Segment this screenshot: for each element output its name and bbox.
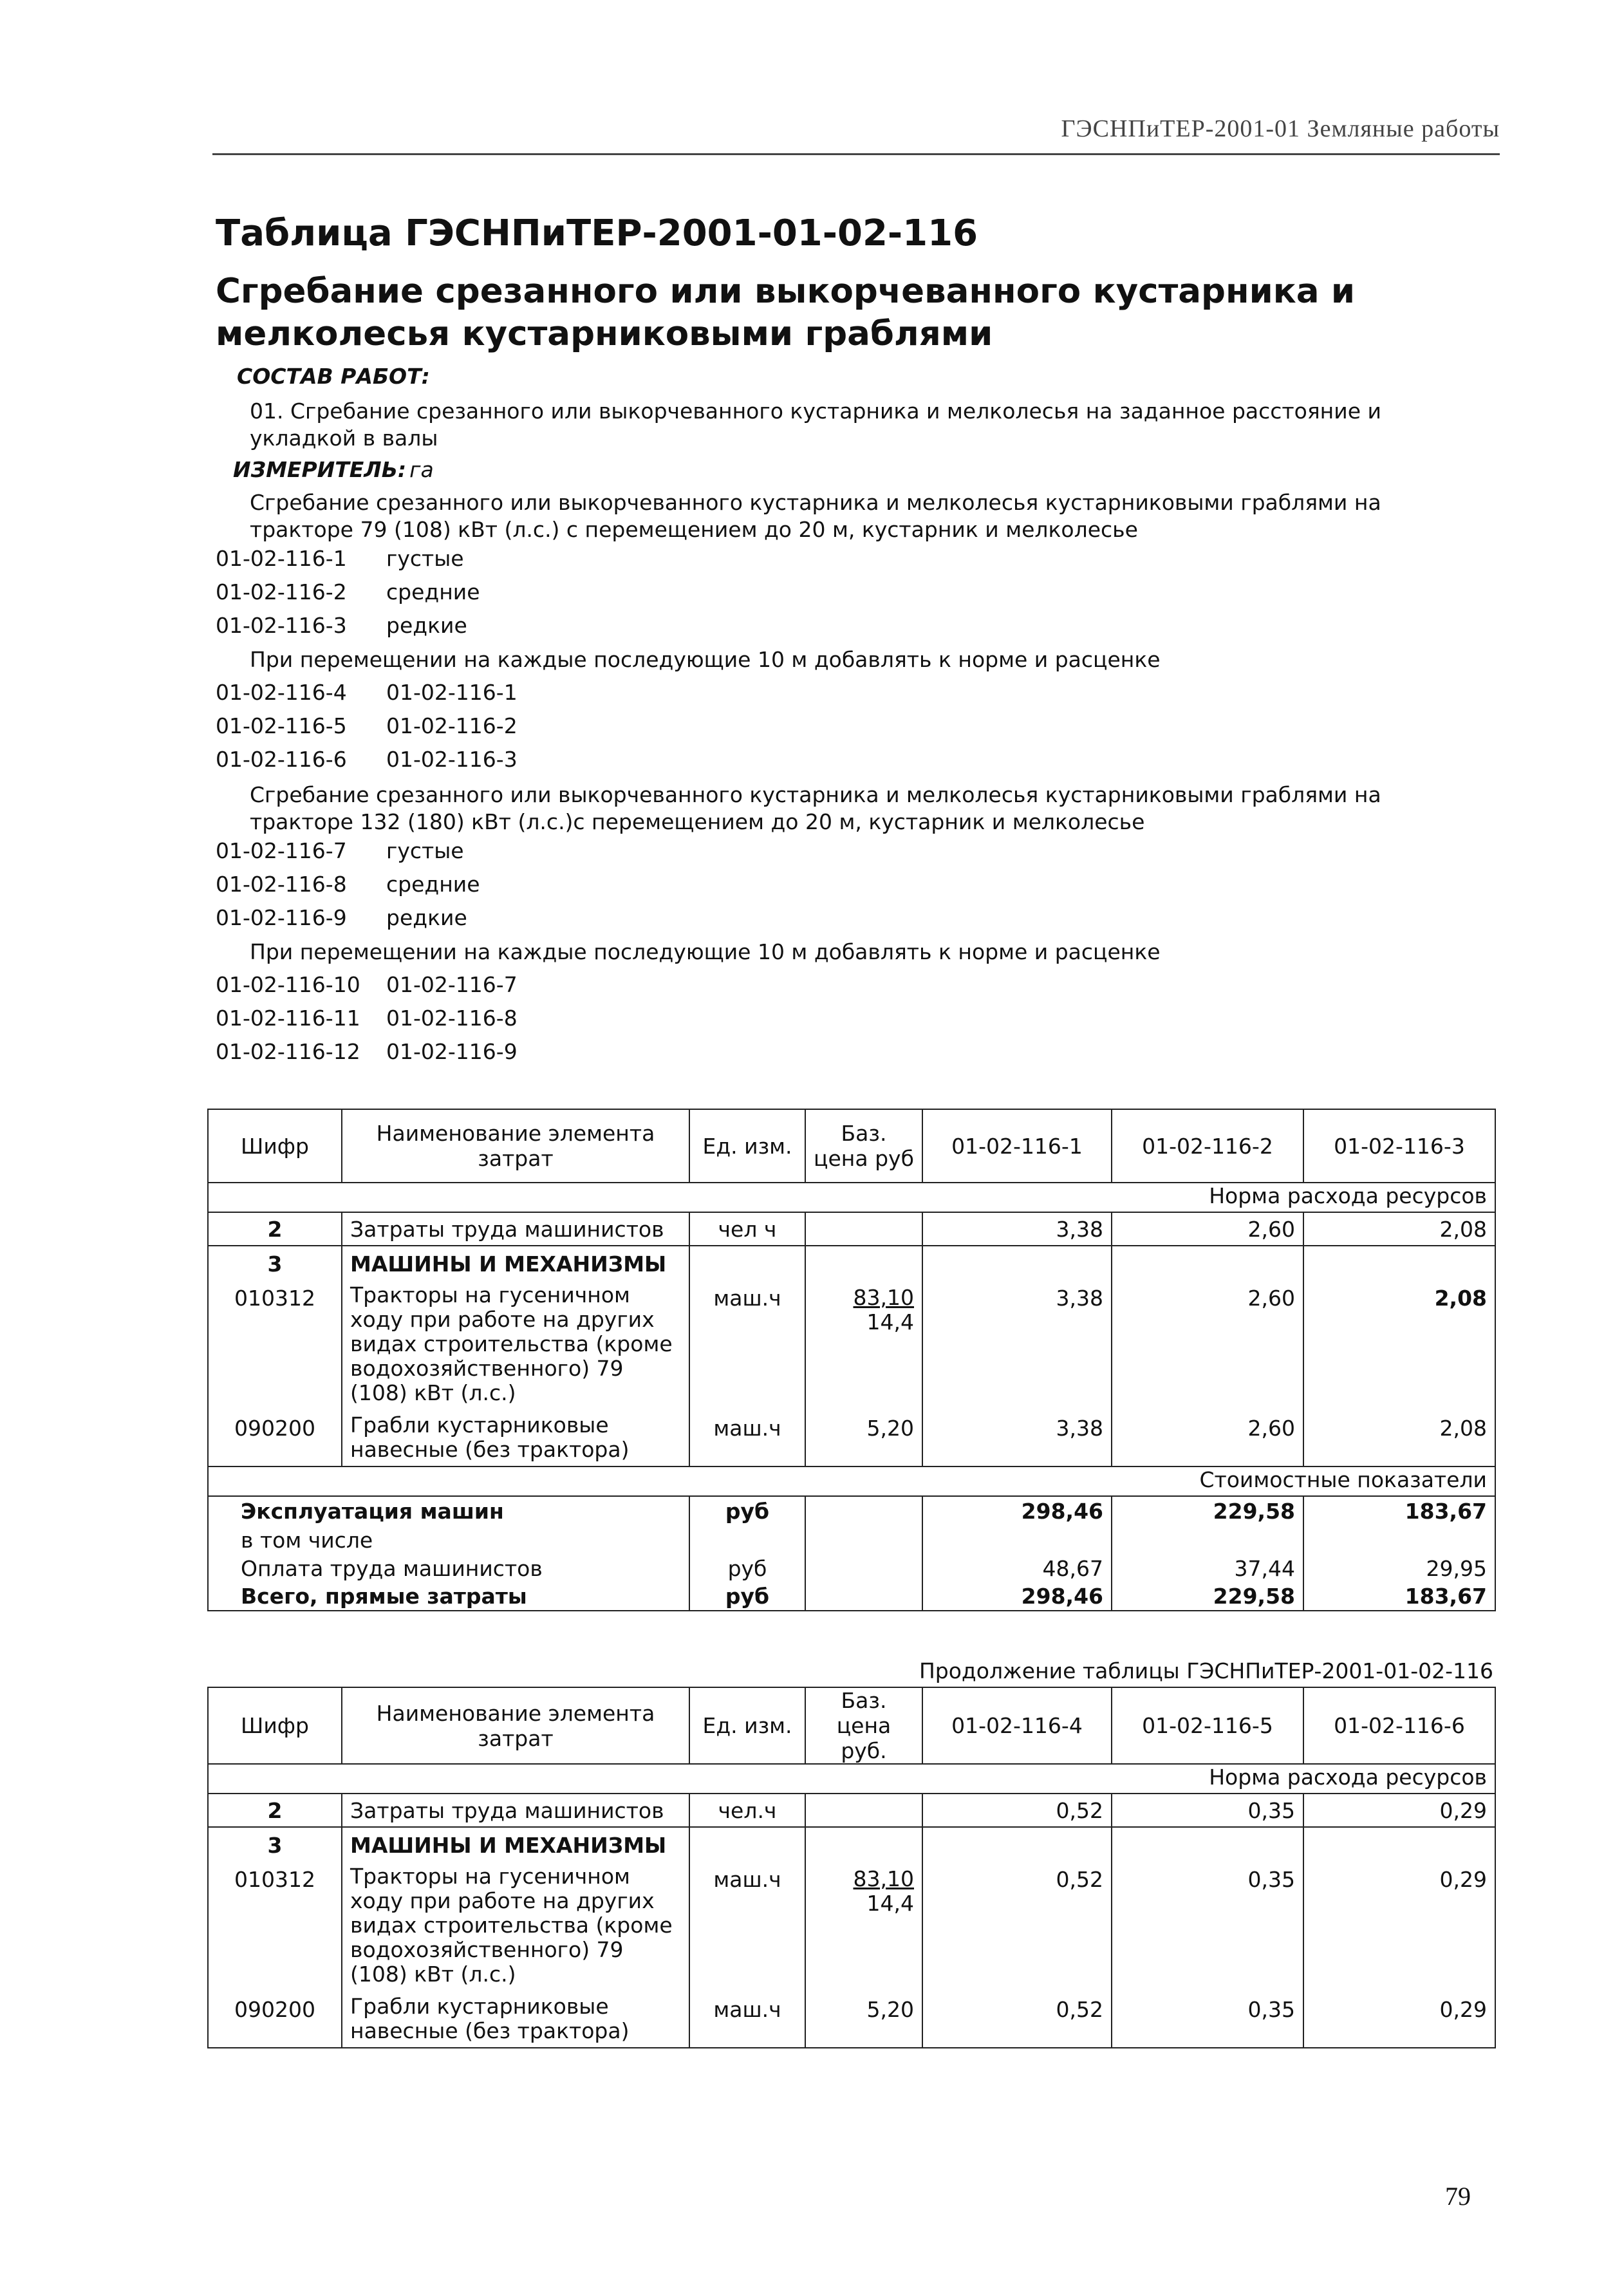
group1-extra-code: 01-02-116-5 [216, 713, 347, 738]
row-value-3: 0,29 [1303, 1864, 1495, 1994]
row-value-3: 0,29 [1303, 1994, 1495, 2048]
running-head: ГЭСНПиТЕР-2001-01 Земляные работы [1061, 115, 1500, 142]
row-unit: маш.ч [689, 1864, 805, 1994]
row-unit: маш.ч [689, 1994, 805, 2048]
group2-item-code: 01-02-116-7 [216, 838, 347, 863]
row-name: Тракторы на гусеничном ходу при работе на других видах строительства (кроме водохозяйственного) 79 (108) кВт (л.с.) [342, 1283, 689, 1413]
row-value-2: 37,44 [1112, 1554, 1303, 1582]
header-unit: Ед. изм. [689, 1687, 805, 1764]
price-top: 83,10 [853, 1866, 914, 1891]
header-name: Наименование элемента затрат [342, 1109, 689, 1183]
table-row [208, 1582, 1495, 1611]
row-code: 090200 [234, 1997, 315, 2022]
group2-extra-code: 01-02-116-10 [216, 972, 360, 997]
row-name: Грабли кустарниковые навесные (без трактора) [342, 1413, 689, 1466]
row-unit: чел ч [689, 1212, 805, 1246]
row-value-2: 0,35 [1112, 1794, 1303, 1827]
row-code: 090200 [234, 1416, 315, 1441]
header-name: Наименование элемента затрат [342, 1687, 689, 1764]
group2-extra-code: 01-02-116-11 [216, 1006, 360, 1031]
meter-value: га [409, 457, 434, 482]
header-code: Шифр [208, 1687, 342, 1764]
row-code: 2 [267, 1216, 283, 1242]
header-code: Шифр [208, 1109, 342, 1183]
group2-extra-ref: 01-02-116-9 [386, 1039, 518, 1064]
group2-item-label: средние [386, 872, 480, 897]
row-name: Эксплуатация машин [241, 1499, 504, 1524]
composition-label: СОСТАВ РАБОТ: [237, 364, 430, 389]
row-value-1: 0,52 [922, 1794, 1112, 1827]
group1-item-label: редкие [386, 613, 467, 638]
row-name: Всего, прямые затраты [241, 1584, 527, 1609]
row-code: 010312 [234, 1286, 315, 1311]
group2-description: Сгребание срезанного или выкорчеванного кустарника и мелколесья кустарниковыми граблями на тракторе 132 (180) кВт (л.с.)с перемещением до 20 м, кустарник и мелколесье [250, 782, 1381, 834]
group2-item-label: редкие [386, 905, 467, 930]
row-price: 5,20 [805, 1994, 922, 2048]
row-value-2: 2,60 [1112, 1283, 1303, 1413]
group2-extra-code: 01-02-116-12 [216, 1039, 360, 1064]
meter-label: ИЗМЕРИТЕЛЬ: [233, 457, 407, 482]
price-top: 83,10 [853, 1285, 914, 1310]
row-name: МАШИНЫ И МЕХАНИЗМЫ [342, 1246, 689, 1283]
header-col-2: 01-02-116-5 [1112, 1687, 1303, 1764]
row-name: в том числе [241, 1527, 373, 1553]
header-col-3: 01-02-116-6 [1303, 1687, 1495, 1764]
row-value-3: 2,08 [1303, 1413, 1495, 1466]
table-row [208, 1212, 1495, 1246]
group1-item-label: средние [386, 579, 480, 604]
row-value-1: 3,38 [922, 1212, 1112, 1246]
table-row [208, 1246, 1495, 1283]
norm-band: Норма расхода ресурсов [208, 1764, 1495, 1794]
group1-extra-code: 01-02-116-4 [216, 680, 347, 705]
row-unit: маш.ч [689, 1283, 805, 1413]
group1-item-code: 01-02-116-3 [216, 613, 347, 638]
table-row [208, 1794, 1495, 1827]
header-divider [212, 153, 1500, 155]
row-name: Оплата труда машинистов [241, 1555, 543, 1581]
group1-item-code: 01-02-116-2 [216, 579, 347, 604]
row-value-1: 0,52 [922, 1994, 1112, 2048]
table-row [208, 1496, 1495, 1526]
page-number: 79 [1445, 2182, 1471, 2211]
header-price: Баз. цена руб [805, 1109, 922, 1183]
header-unit: Ед. изм. [689, 1109, 805, 1183]
row-code: 3 [208, 1827, 342, 1864]
row-value-2: 2,60 [1112, 1413, 1303, 1466]
row-name: МАШИНЫ И МЕХАНИЗМЫ [342, 1827, 689, 1864]
group2-extra-ref: 01-02-116-8 [386, 1006, 518, 1031]
header-col-1: 01-02-116-1 [922, 1109, 1112, 1183]
composition-text: 01. Сгребание срезанного или выкорчеванного кустарника и мелколесья на заданное расстояние и укладкой в валы [250, 398, 1381, 451]
row-value-3: 29,95 [1303, 1554, 1495, 1582]
group2-extra-ref: 01-02-116-7 [386, 972, 518, 997]
table-row [208, 1994, 1495, 2048]
row-code: 2 [267, 1797, 283, 1823]
row-code: 010312 [234, 1867, 315, 1892]
table-row [208, 1526, 1495, 1554]
row-value-3: 2,08 [1303, 1283, 1495, 1413]
row-value-3: 183,67 [1303, 1582, 1495, 1611]
page-subtitle: Сгребание срезанного или выкорчеванного кустарника и мелколесья кустарниковыми граблями [216, 272, 1356, 353]
row-value-1: 48,67 [922, 1554, 1112, 1582]
row-unit: чел.ч [689, 1794, 805, 1827]
norm-band: Норма расхода ресурсов [208, 1183, 1495, 1212]
row-value-2: 0,35 [1112, 1864, 1303, 1994]
row-value-3: 2,08 [1303, 1212, 1495, 1246]
row-name: Затраты труда машинистов [342, 1794, 689, 1827]
group1-extra-note: При перемещении на каждые последующие 10 м добавлять к норме и расценке [250, 647, 1161, 672]
table-row [208, 1283, 1495, 1413]
header-price: Баз. цена руб. [805, 1687, 922, 1764]
table-row [208, 1827, 1495, 1864]
row-value-2: 2,60 [1112, 1212, 1303, 1246]
group1-extra-ref: 01-02-116-1 [386, 680, 518, 705]
table-row [208, 1413, 1495, 1466]
group1-description: Сгребание срезанного или выкорчеванного кустарника и мелколесья кустарниковыми граблями на тракторе 79 (108) кВт (л.с.) с перемещением до 20 м, кустарник и мелколесье [250, 490, 1381, 542]
row-unit: руб [689, 1582, 805, 1611]
page-title: Таблица ГЭСНПиТЕР-2001-01-02-116 [216, 212, 978, 254]
header-col-1: 01-02-116-4 [922, 1687, 1112, 1764]
price-bottom: 14,4 [866, 1309, 914, 1335]
price-bottom: 14,4 [866, 1891, 914, 1916]
group1-extra-ref: 01-02-116-3 [386, 747, 518, 772]
table-row [208, 1864, 1495, 1994]
row-value-1: 298,46 [922, 1496, 1112, 1526]
group1-extra-ref: 01-02-116-2 [386, 713, 518, 738]
row-code: 3 [208, 1246, 342, 1283]
row-unit: руб [689, 1496, 805, 1526]
cost-band: Стоимостные показатели [208, 1466, 1495, 1496]
resource-table-1 [207, 1109, 1496, 1611]
header-col-3: 01-02-116-3 [1303, 1109, 1495, 1183]
group1-item-label: густые [386, 546, 464, 571]
row-value-3: 183,67 [1303, 1496, 1495, 1526]
row-value-2: 229,58 [1112, 1582, 1303, 1611]
row-value-1: 3,38 [922, 1283, 1112, 1413]
group2-item-label: густые [386, 838, 464, 863]
group1-item-code: 01-02-116-1 [216, 546, 347, 571]
group2-item-code: 01-02-116-8 [216, 872, 347, 897]
row-value-1: 298,46 [922, 1582, 1112, 1611]
meter-line [233, 457, 434, 482]
row-name: Затраты труда машинистов [342, 1212, 689, 1246]
row-value-3: 0,29 [1303, 1794, 1495, 1827]
row-price: 5,20 [805, 1413, 922, 1466]
table-row [208, 1554, 1495, 1582]
row-unit: руб [689, 1554, 805, 1582]
header-col-2: 01-02-116-2 [1112, 1109, 1303, 1183]
group2-extra-note: При перемещении на каждые последующие 10 м добавлять к норме и расценке [250, 939, 1161, 964]
row-name: Грабли кустарниковые навесные (без трактора) [342, 1994, 689, 2048]
row-value-2: 0,35 [1112, 1994, 1303, 2048]
row-value-1: 3,38 [922, 1413, 1112, 1466]
continuation-caption: Продолжение таблицы ГЭСНПиТЕР-2001-01-02-116 [919, 1658, 1493, 1683]
group2-item-code: 01-02-116-9 [216, 905, 347, 930]
row-value-1: 0,52 [922, 1864, 1112, 1994]
row-value-2: 229,58 [1112, 1496, 1303, 1526]
row-unit: маш.ч [689, 1413, 805, 1466]
row-name: Тракторы на гусеничном ходу при работе на других видах строительства (кроме водохозяйственного) 79 (108) кВт (л.с.) [342, 1864, 689, 1994]
resource-table-2 [207, 1687, 1496, 2048]
group1-extra-code: 01-02-116-6 [216, 747, 347, 772]
